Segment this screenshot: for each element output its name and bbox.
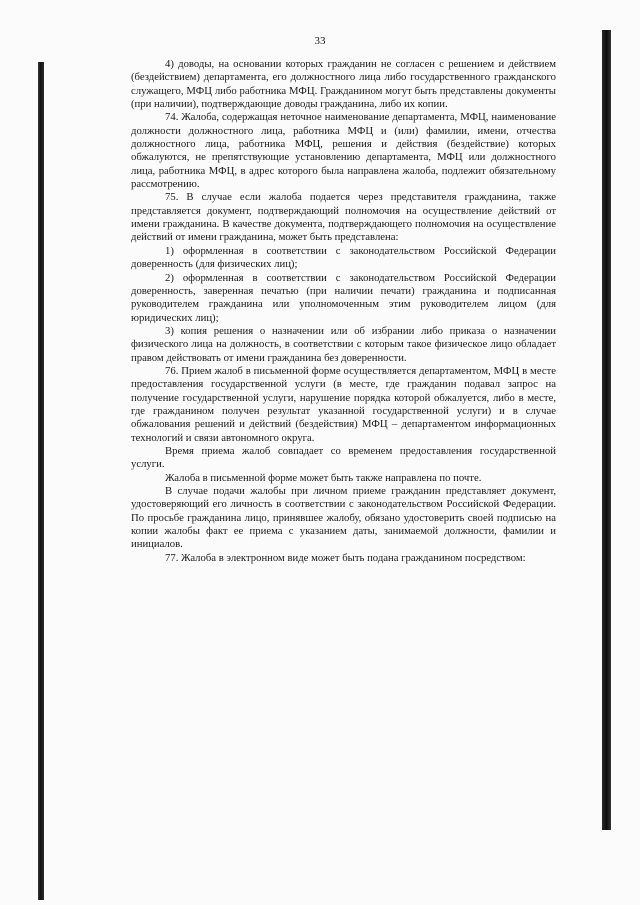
paragraph-77: 77. Жалоба в электронном виде может быть подана гражданином посредством: <box>165 551 526 564</box>
paragraph-75-item-3: 3) копия решения о назначении или об избрании либо приказа о назначении физического лица на должность, в соответствии с которым такое физическое лицо обладает правом действовать от имени гражданина без доверенности. <box>131 324 556 364</box>
scan-edge-left <box>38 62 44 900</box>
scan-edge-right <box>602 30 611 830</box>
paragraph-75-item-2: 2) оформленная в соответствии с законодательством Российской Федерации доверенность, заверенная печатью (при наличии печати) гражданина и подписанная руководителем гражданина или уполномоченным этим руководителем лицом (для юридических лиц); <box>131 271 556 324</box>
paragraph-item-4: 4) доводы, на основании которых гражданин не согласен с решением и действием (бездействием) департамента, его должностного лица либо государственного гражданского служащего, МФЦ либо работника МФЦ. Гражданином могут быть представлены документы (при наличии), подтверждающие доводы гражданина, либо их копии. <box>131 58 556 111</box>
paragraph-75: 75. В случае если жалоба подается через представителя гражданина, также представляется документ, подтверждающий полномочия на осуществление действий от имени гражданина. В качестве документа, подтверждающего полномочия на осуществление действий от имени гражданина, может быть представлена: <box>131 191 556 244</box>
page-number: 33 <box>314 35 326 47</box>
paragraph-76: 76. Прием жалоб в письменной форме осуществляется департаментом, МФЦ в месте предоставления государственной услуги (в месте, где гражданин подавал запрос на получение государственной услуги, нарушение порядка которой обжалуется, либо в месте, где гражданином получен результат указанной государственной услуги) и в случае обжалования решений и действий (бездействия) МФЦ – департаментом информационных технологий и связи автономного округа. <box>131 364 556 444</box>
document-body <box>131 58 556 565</box>
paragraph-74: 74. Жалоба, содержащая неточное наименование департамента, МФЦ, наименование должности должностного лица, работника МФЦ и (или) фамилии, имени, отчества должностного лица, работника МФЦ, решения и действия (бездействие) которых обжалуются, не препятствующие установлению департамента, МФЦ или должностного лица, работника МФЦ, в адрес которого была направлена жалоба, подлежит обязательному рассмотрению. <box>131 111 556 191</box>
paragraph-reception-time: Время приема жалоб совпадает со временем предоставления государственной услуги. <box>131 444 556 471</box>
paragraph-postal-complaint: Жалоба в письменной форме может быть также направлена по почте. <box>165 471 482 484</box>
paragraph-personal-reception: В случае подачи жалобы при личном приеме гражданин представляет документ, удостоверяющий его личность в соответствии с законодательством Российской Федерации. По просьбе гражданина лицо, принявшее жалобу, обязано удостоверить своей подписью на копии жалобы факт ее приема с указанием даты, занимаемой должности, фамилии и инициалов. <box>131 485 556 551</box>
paragraph-75-item-1: 1) оформленная в соответствии с законодательством Российской Федерации доверенность (для физических лиц); <box>131 244 556 271</box>
